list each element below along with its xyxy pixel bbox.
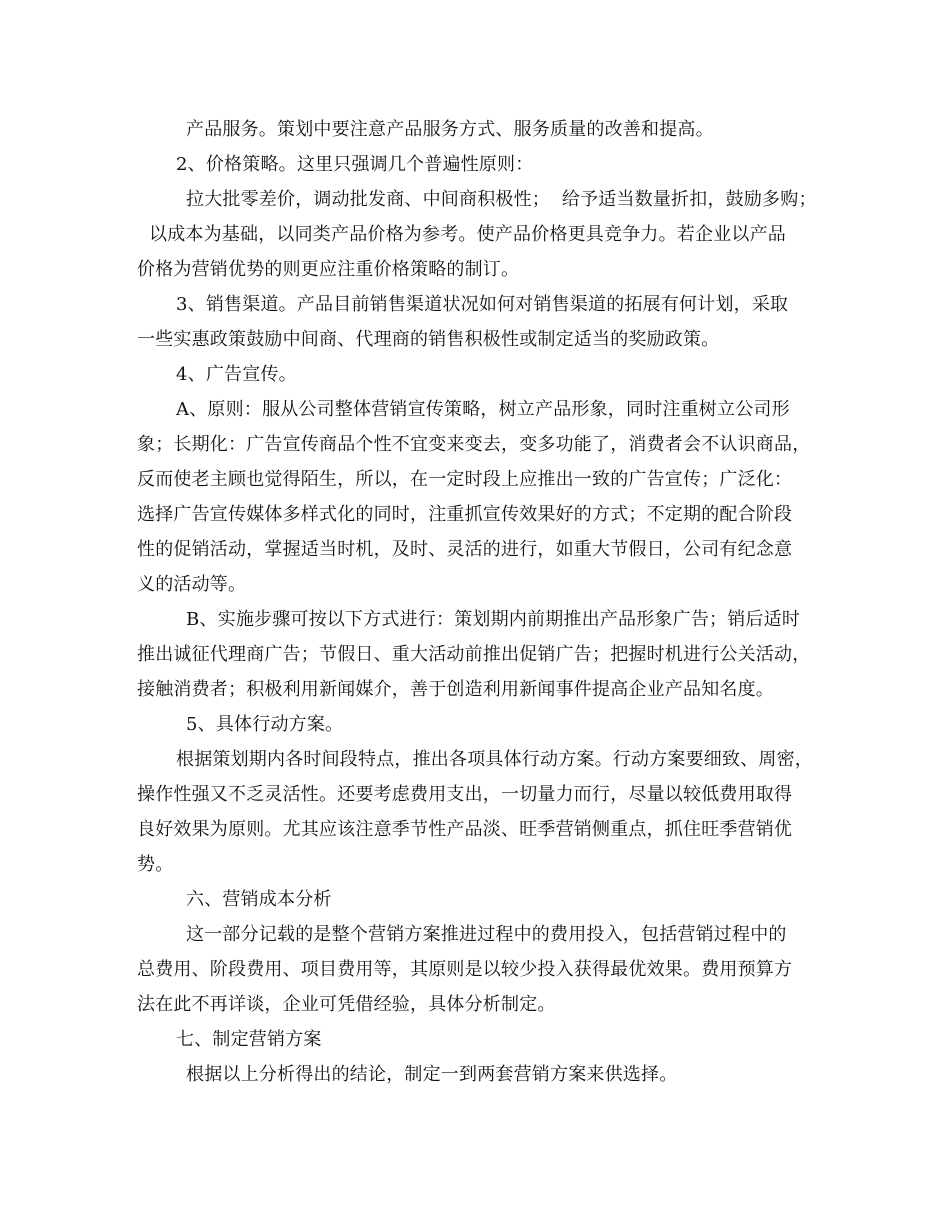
text-line: A、原则：服从公司整体营销宣传策略，树立产品形象，同时注重树立公司形 bbox=[176, 399, 790, 420]
text-line: 3、销售渠道。产品目前销售渠道状况如何对销售渠道的拓展有何计划，采取 bbox=[176, 294, 789, 315]
text-line: 5、具体行动方案。 bbox=[186, 714, 344, 735]
text-line: 接触消费者；积极利用新闻媒介，善于创造利用新闻事件提高企业产品知名度。 bbox=[137, 679, 774, 700]
text-line: 选择广告宣传媒体多样式化的同时，注重抓宣传效果好的方式；不定期的配合阶段 bbox=[137, 504, 793, 525]
text-line: 价格为营销优势的则更应注重价格策略的制订。 bbox=[137, 259, 520, 280]
text-line: 性的促销活动，掌握适当时机，及时、灵活的进行，如重大节假日，公司有纪念意 bbox=[137, 539, 793, 560]
text-line: 以成本为基础，以同类产品价格为参考。使产品价格更具竞争力。若企业以产品 bbox=[149, 224, 786, 245]
text-line: 推出诚征代理商广告；节假日、重大活动前推出促销广告；把握时机进行公关活动， bbox=[137, 644, 811, 665]
text-line: 拉大批零差价，调动批发商、中间商积极性； 给予适当数量折扣，鼓励多购； bbox=[186, 189, 817, 210]
text-line: 根据以上分析得出的结论，制定一到两套营销方案来供选择。 bbox=[186, 1064, 678, 1085]
text-line: 象；长期化：广告宣传商品个性不宜变来变去，变多功能了，消费者会不认识商品， bbox=[137, 434, 811, 455]
text-line: 2、价格策略。这里只强调几个普遍性原则： bbox=[176, 154, 534, 175]
text-line: 势。 bbox=[137, 854, 174, 875]
text-line: 反而使老主顾也觉得陌生，所以，在一定时段上应推出一致的广告宣传；广泛化： bbox=[137, 469, 793, 490]
text-line: 4、广告宣传。 bbox=[176, 364, 297, 385]
text-line: 总费用、阶段费用、项目费用等，其原则是以较少投入获得最优效果。费用预算方 bbox=[137, 959, 793, 980]
text-line: 义的活动等。 bbox=[137, 574, 247, 595]
text-line: 这一部分记载的是整个营销方案推进过程中的费用投入，包括营销过程中的 bbox=[186, 924, 787, 945]
section-heading: 六、营销成本分析 bbox=[186, 889, 332, 910]
text-line: B、实施步骤可按以下方式进行：策划期内前期推出产品形象广告；销后适时 bbox=[186, 609, 801, 630]
text-line: 产品服务。策划中要注意产品服务方式、服务质量的改善和提高。 bbox=[186, 119, 714, 140]
text-line: 法在此不再详谈，企业可凭借经验，具体分析制定。 bbox=[137, 994, 556, 1015]
text-line: 良好效果为原则。尤其应该注意季节性产品淡、旺季营销侧重点，抓住旺季营销优 bbox=[137, 819, 793, 840]
text-line: 一些实惠政策鼓励中间商、代理商的销售积极性或制定适当的奖励政策。 bbox=[137, 329, 720, 350]
text-line: 根据策划期内各时间段特点，推出各项具体行动方案。行动方案要细致、周密， bbox=[176, 749, 813, 770]
text-line: 操作性强又不乏灵活性。还要考虑费用支出，一切量力而行，尽量以较低费用取得 bbox=[137, 784, 793, 805]
section-heading: 七、制定营销方案 bbox=[176, 1029, 322, 1050]
